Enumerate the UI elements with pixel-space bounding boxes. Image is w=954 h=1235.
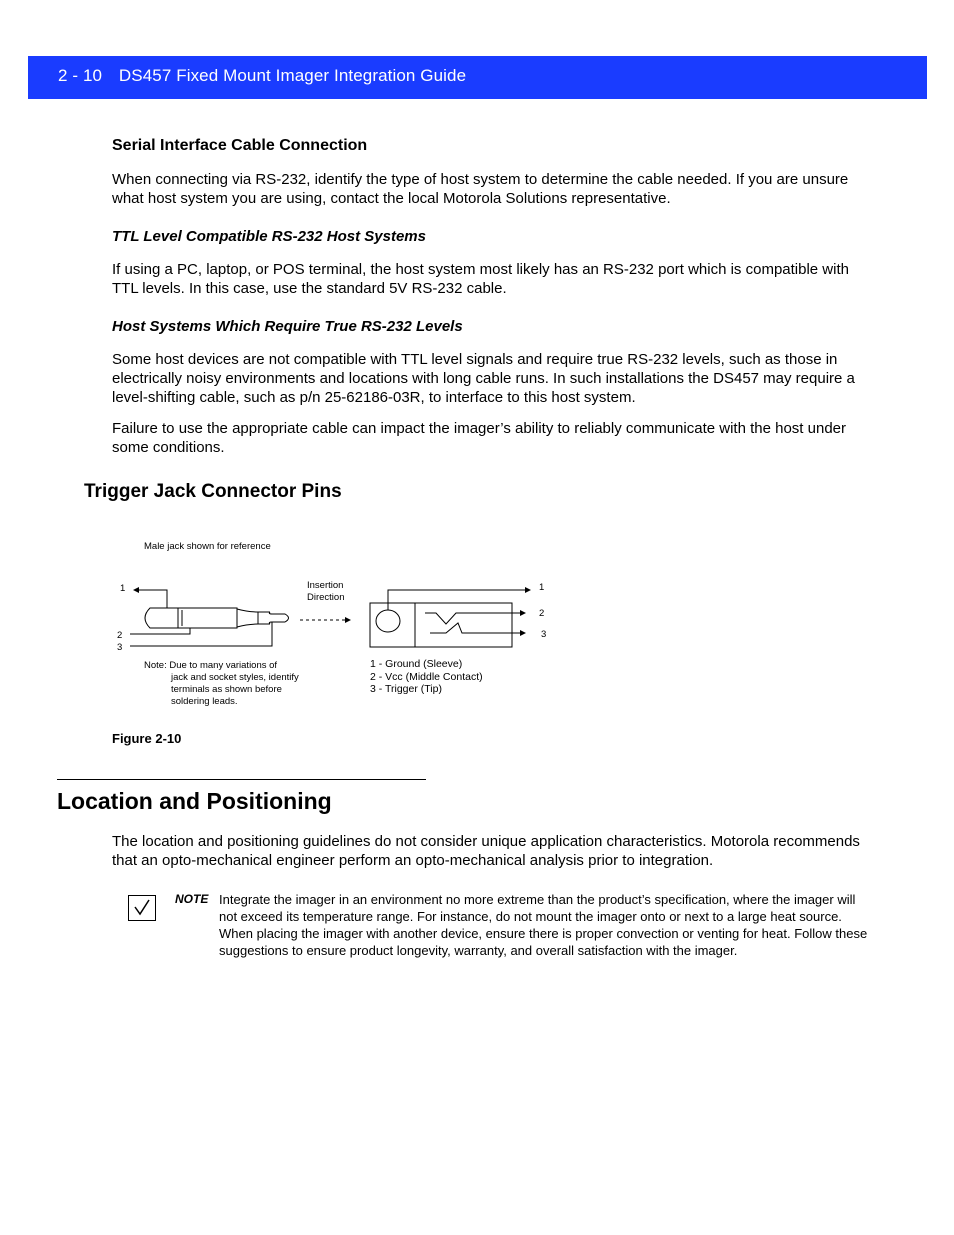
checkmark-icon	[129, 896, 154, 919]
legend-vcc: 2 - Vcc (Middle Contact)	[370, 671, 483, 683]
insertion-label-2: Direction	[307, 592, 345, 603]
figure-note-2: jack and socket styles, identify	[171, 672, 299, 683]
ttl-text: If using a PC, laptop, or POS terminal, the host system most likely has an RS-232 port which is compatible with TTL levels. In this case, use the standard 5V RS-232 cable.	[112, 261, 849, 297]
socket-pin-1: 1	[539, 582, 545, 593]
trigger-heading: Trigger Jack Connector Pins	[84, 481, 342, 502]
socket-pin-2: 2	[539, 608, 545, 619]
jack-pin-2: 2	[117, 630, 123, 641]
jack-pin-1: 1	[120, 583, 126, 594]
failure-text: Failure to use the appropriate cable can impact the imager’s ability to reliably communicate with the host under some conditions.	[112, 420, 846, 456]
note-checkbox	[128, 895, 156, 921]
serial-intro: When connecting via RS-232, identify the type of host system to determine the cable needed. If you are unsure what host system you are using, contact the local Motorola Solutions representative.	[112, 171, 849, 207]
figure-caption-top: Male jack shown for reference	[144, 541, 271, 552]
note-text: Integrate the imager in an environment no more extreme than the product’s specification, where the imager will not exceed its temperature range. For instance, do not mount the imager onto or next to a large heat source. When placing the imager with another device, ensure there is proper convection or venting for heat. Follow these suggestions to ensure product longevity, warranty, and overall satisfaction with the imager.	[219, 892, 868, 958]
header-text	[58, 66, 478, 86]
figure-label: Figure 2-10	[112, 731, 182, 746]
socket-drawing	[370, 590, 530, 647]
true-rs232-heading: Host Systems Which Require True RS-232 Levels	[112, 318, 463, 335]
insertion-label-1: Insertion	[307, 580, 344, 591]
note-label: NOTE	[175, 892, 209, 906]
figure-note-3: terminals as shown before	[171, 684, 282, 695]
page-number: 2 - 10	[58, 66, 103, 85]
serial-heading: Serial Interface Cable Connection	[112, 137, 368, 154]
guide-title: DS457 Fixed Mount Imager Integration Guide	[118, 66, 467, 85]
location-heading: Location and Positioning	[57, 788, 332, 814]
socket-pin-3: 3	[541, 629, 547, 640]
header-bar	[28, 56, 927, 99]
section-rule	[57, 779, 426, 780]
figure-note-1: Note: Due to many variations of	[144, 660, 278, 671]
ttl-heading: TTL Level Compatible RS-232 Host Systems	[112, 228, 426, 245]
true-rs232-text: Some host devices are not compatible with TTL level signals and require true RS-232 levels, such as those in electrically noisy environments and locations with long cable runs. In such installations the DS457 may require a level-shifting cable, such as p/n 25-62186-03R, to interface to this host system.	[112, 351, 855, 406]
legend-trigger: 3 - Trigger (Tip)	[370, 683, 442, 695]
legend-ground: 1 - Ground (Sleeve)	[370, 658, 463, 670]
location-text: The location and positioning guidelines do not consider unique application characteristics. Motorola recommends that an opto-mechanical engineer perform an opto-mechanical analysis prior to integration.	[112, 833, 860, 869]
figure-note-4: soldering leads.	[171, 696, 238, 707]
jack-pin-3: 3	[117, 642, 123, 653]
